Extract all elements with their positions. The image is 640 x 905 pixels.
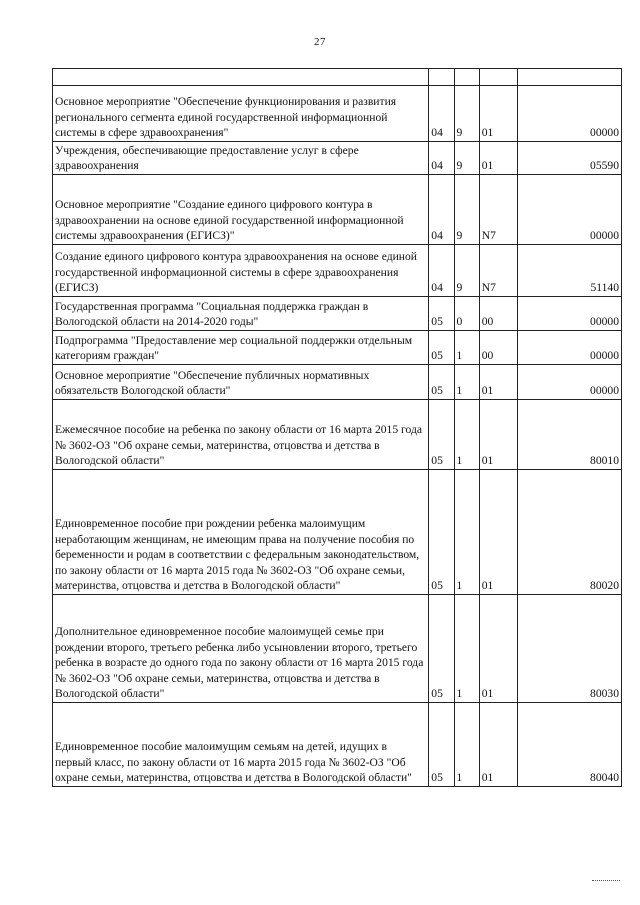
code-direction: 80010 <box>518 400 622 470</box>
table-row <box>53 245 622 297</box>
code-section: 04 <box>429 175 454 245</box>
code-direction: 80040 <box>518 703 622 787</box>
code-program: 1 <box>454 365 479 400</box>
table-row <box>53 142 622 175</box>
code-direction: 05590 <box>518 142 622 175</box>
row-name: Создание единого цифрового контура здравоохранения на основе единой государственной информационной системы в сфере здравоохранения (ЕГИСЗ) <box>53 245 429 297</box>
row-name: Основное мероприятие "Создание единого цифрового контура в здравоохранении на основе единой государственной информационной системы здравоохранения (ЕГИСЗ)" <box>53 175 429 245</box>
code-event: N7 <box>479 175 517 245</box>
row-name: Основное мероприятие "Обеспечение функционирования и развития регионального сегмента единой государственной информационной системы в сфере здравоохранения" <box>53 86 429 142</box>
budget-classification-table <box>52 68 622 787</box>
row-name: Подпрограмма "Предоставление мер социальной поддержки отдельным категориям граждан" <box>53 331 429 365</box>
table-row <box>53 175 622 245</box>
code-section: 05 <box>429 400 454 470</box>
code-program: 1 <box>454 595 479 703</box>
code-direction: 00000 <box>518 331 622 365</box>
code-direction: 80020 <box>518 470 622 595</box>
table-row <box>53 595 622 703</box>
code-section: 05 <box>429 703 454 787</box>
row-name: Единовременное пособие малоимущим семьям на детей, идущих в первый класс, по закону области от 16 марта 2015 года № 3602-ОЗ "Об охране семьи, материнства, отцовства и детства в Вологодской области" <box>53 703 429 787</box>
code-event: 01 <box>479 470 517 595</box>
code-direction: 80030 <box>518 595 622 703</box>
table-row <box>53 470 622 595</box>
code-event <box>479 69 517 86</box>
code-event: 01 <box>479 595 517 703</box>
footer-mark <box>592 880 620 882</box>
row-name: Учреждения, обеспечивающие предоставление услуг в сфере здравоохранения <box>53 142 429 175</box>
row-name: Государственная программа "Социальная поддержка граждан в Вологодской области на 2014-2020 годы" <box>53 297 429 331</box>
table-row <box>53 400 622 470</box>
code-program: 1 <box>454 331 479 365</box>
code-program <box>454 69 479 86</box>
code-program: 9 <box>454 175 479 245</box>
code-program: 1 <box>454 703 479 787</box>
code-section: 05 <box>429 297 454 331</box>
code-direction: 00000 <box>518 297 622 331</box>
code-program: 9 <box>454 245 479 297</box>
code-direction <box>518 69 622 86</box>
table-row <box>53 69 622 86</box>
code-program: 9 <box>454 142 479 175</box>
code-direction: 00000 <box>518 175 622 245</box>
row-name: Основное мероприятие "Обеспечение публичных нормативных обязательств Вологодской области" <box>53 365 429 400</box>
code-section: 05 <box>429 470 454 595</box>
table-row <box>53 331 622 365</box>
table-row <box>53 86 622 142</box>
row-name: Ежемесячное пособие на ребенка по закону области от 16 марта 2015 года № 3602-ОЗ "Об охране семьи, материнства, отцовства и детства в Вологодской области" <box>53 400 429 470</box>
code-section: 05 <box>429 365 454 400</box>
code-event: 01 <box>479 365 517 400</box>
table-row <box>53 365 622 400</box>
code-event: 01 <box>479 142 517 175</box>
code-program: 1 <box>454 470 479 595</box>
code-section: 04 <box>429 142 454 175</box>
code-event: 00 <box>479 331 517 365</box>
code-event: 01 <box>479 703 517 787</box>
code-event: 00 <box>479 297 517 331</box>
table-row <box>53 703 622 787</box>
code-program: 0 <box>454 297 479 331</box>
row-name <box>53 69 429 86</box>
code-program: 1 <box>454 400 479 470</box>
code-program: 9 <box>454 86 479 142</box>
row-name: Дополнительное единовременное пособие малоимущей семье при рождении второго, третьего ребенка либо усыновлении второго, третьего ребенка в возрасте до одного года по закону области от 16 марта 2015 года № 3602-ОЗ "Об охране семьи, материнства, отцовства и детства в Вологодской области" <box>53 595 429 703</box>
code-direction: 00000 <box>518 86 622 142</box>
code-section <box>429 69 454 86</box>
code-section: 05 <box>429 331 454 365</box>
page-number: 27 <box>314 36 326 48</box>
table-row <box>53 297 622 331</box>
code-section: 04 <box>429 245 454 297</box>
code-event: 01 <box>479 400 517 470</box>
row-name: Единовременное пособие при рождении ребенка малоимущим неработающим женщинам, не имеющим права на получение пособия по беременности и родам в соответствии с федеральным законодательством, по закону области от 16 марта 2015 года № 3602-ОЗ "Об охране семьи, материнства, отцовства и детства в Вологодской области" <box>53 470 429 595</box>
code-event: N7 <box>479 245 517 297</box>
code-section: 05 <box>429 595 454 703</box>
code-section: 04 <box>429 86 454 142</box>
code-direction: 00000 <box>518 365 622 400</box>
code-direction: 51140 <box>518 245 622 297</box>
code-event: 01 <box>479 86 517 142</box>
